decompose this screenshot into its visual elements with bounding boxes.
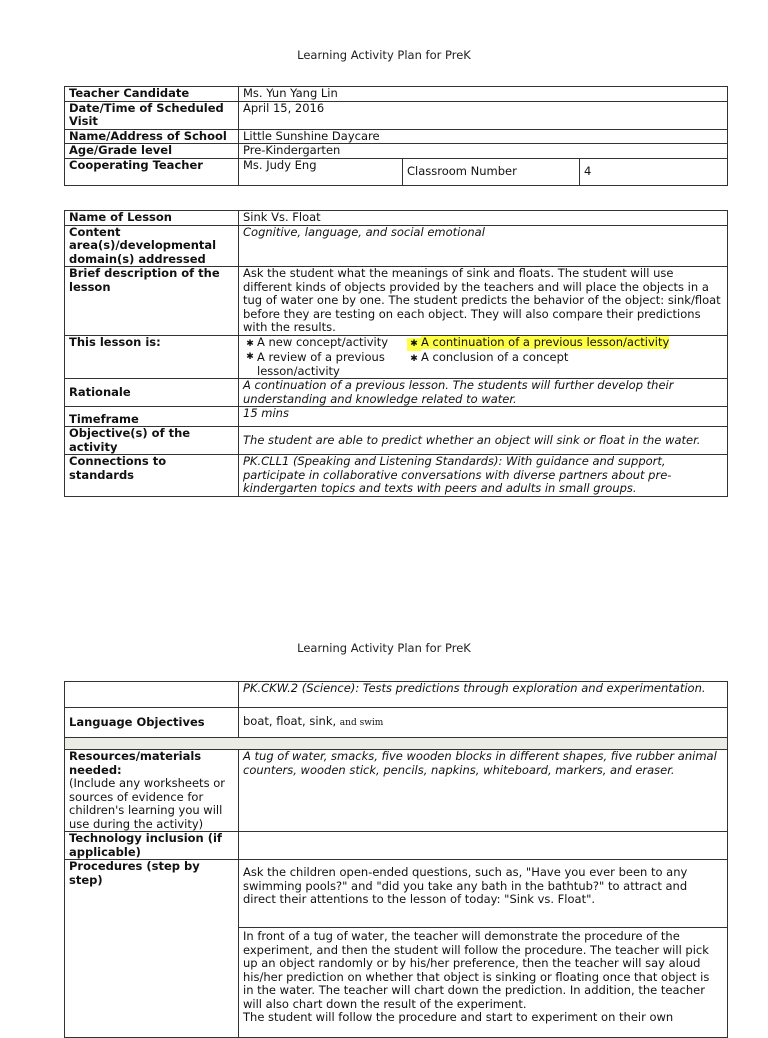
option-conclusion: A conclusion of a concept bbox=[421, 350, 569, 364]
resources-label: Resources/materials needed: bbox=[69, 749, 202, 777]
language-words: boat, float, sink, bbox=[243, 713, 337, 728]
bullet-icon: ✱ bbox=[410, 354, 418, 364]
lesson-name-value: Sink Vs. Float bbox=[239, 211, 728, 226]
bullet-icon: ✱ bbox=[246, 338, 254, 349]
language-objectives-label: Language Objectives bbox=[65, 708, 239, 738]
option-new-concept: A new concept/activity bbox=[257, 335, 389, 349]
classroom-value: 4 bbox=[580, 158, 728, 185]
objective-value: The student are able to predict whether an object will sink or float in the water. bbox=[239, 427, 728, 455]
content-area-label: Content area(s)/developmental domain(s) addressed bbox=[65, 225, 239, 267]
standards-continued-value: PK.CKW.2 (Science): Tests predictions through exploration and experimentation. bbox=[239, 682, 728, 708]
resources-note: (Include any worksheets or sources of evidence for children's learning you will use during the activity) bbox=[69, 776, 225, 831]
teacher-candidate-value: Ms. Yun Yang Lin bbox=[239, 87, 728, 102]
content-area-value: Cognitive, language, and social emotional bbox=[239, 225, 728, 267]
procedures-label: Procedures (step by step) bbox=[65, 860, 239, 1038]
brief-description-label: Brief description of the lesson bbox=[65, 267, 239, 336]
page-title-2: Learning Activity Plan for PreK bbox=[297, 641, 471, 655]
procedure-step-3-text: The student will follow the procedure and start to experiment on their own bbox=[243, 1010, 674, 1024]
coop-teacher-value: Ms. Judy Eng bbox=[239, 158, 403, 185]
technology-value bbox=[239, 832, 728, 860]
section-divider bbox=[65, 738, 728, 750]
resources-value: A tug of water, smacks, five wooden blocks in different shapes, five rubber animal counters, wooden stick, pencils, napkins, whiteboard, markers, and eraser. bbox=[239, 750, 728, 832]
teacher-candidate-label: Teacher Candidate bbox=[65, 87, 239, 102]
standards-value: PK.CLL1 (Speaking and Listening Standards): With guidance and support, participate in collaborative conversations with diverse partners about pre-kindergarten topics and texts with peers and adults in small groups. bbox=[239, 455, 728, 497]
lesson-name-label: Name of Lesson bbox=[65, 211, 239, 226]
school-value: Little Sunshine Daycare bbox=[239, 129, 728, 144]
grade-label: Age/Grade level bbox=[65, 144, 239, 159]
lesson-type-label: This lesson is: bbox=[65, 335, 239, 379]
procedure-step-2-text: In front of a tug of water, the teacher will demonstrate the procedure of the experiment, and then the student will follow the procedure. The teacher will pick up an object randomly or by his/her preference, then the teacher will say aloud his/her prediction on whether that object is sinking or floating once that object is in the water. The teacher will chart down the prediction. In addition, the teacher will also chart down the result of the experiment. bbox=[243, 929, 710, 1011]
rationale-value: A continuation of a previous lesson. The students will further develop their understanding and knowledge related to water. bbox=[239, 379, 728, 407]
classroom-label: Classroom Number bbox=[403, 158, 580, 185]
info-table bbox=[64, 86, 728, 186]
grade-value: Pre-Kindergarten bbox=[239, 144, 728, 159]
timeframe-label: Timeframe bbox=[65, 407, 239, 427]
brief-description-value: Ask the student what the meanings of sink and floats. The student will use different kinds of objects provided by the teachers and will place the objects in a tug of water one by one. The student predicts the behavior of the object: sink/float before they are testing on each object. They will also compare their predictions with the results. bbox=[239, 267, 728, 336]
lesson-type-options bbox=[239, 335, 728, 379]
standards-continued-label bbox=[65, 682, 239, 708]
date-label: Date/Time of Scheduled Visit bbox=[65, 101, 239, 129]
standards-label: Connections to standards bbox=[65, 455, 239, 497]
objective-label: Objective(s) of the activity bbox=[65, 427, 239, 455]
language-words-extra: and swim bbox=[339, 717, 384, 728]
procedure-step-1: Ask the children open-ended questions, such as, "Have you ever been to any swimming pools?" and "did you take any bath in the bathtub?" to attract and direct their attentions to the lesson of today: "Sink vs. Float". bbox=[239, 860, 728, 928]
rationale-label: Rationale bbox=[65, 379, 239, 407]
language-objectives-value bbox=[239, 708, 728, 738]
plan-table bbox=[64, 681, 728, 1038]
lesson-table bbox=[64, 210, 728, 497]
bullet-icon: ✱ bbox=[407, 338, 421, 352]
timeframe-value: 15 mins bbox=[239, 407, 728, 427]
resources-label-cell bbox=[65, 750, 239, 832]
option-continuation: A continuation of a previous lesson/activity bbox=[421, 335, 670, 349]
date-value: April 15, 2016 bbox=[239, 101, 728, 129]
page-title: Learning Activity Plan for PreK bbox=[297, 48, 471, 62]
bullet-icon: ✱ bbox=[246, 352, 254, 362]
coop-teacher-label: Cooperating Teacher bbox=[65, 158, 239, 185]
technology-label: Technology inclusion (if applicable) bbox=[65, 832, 239, 860]
procedure-step-2 bbox=[239, 928, 728, 1038]
school-label: Name/Address of School bbox=[65, 129, 239, 144]
option-review: A review of a previous lesson/activity bbox=[257, 350, 385, 378]
